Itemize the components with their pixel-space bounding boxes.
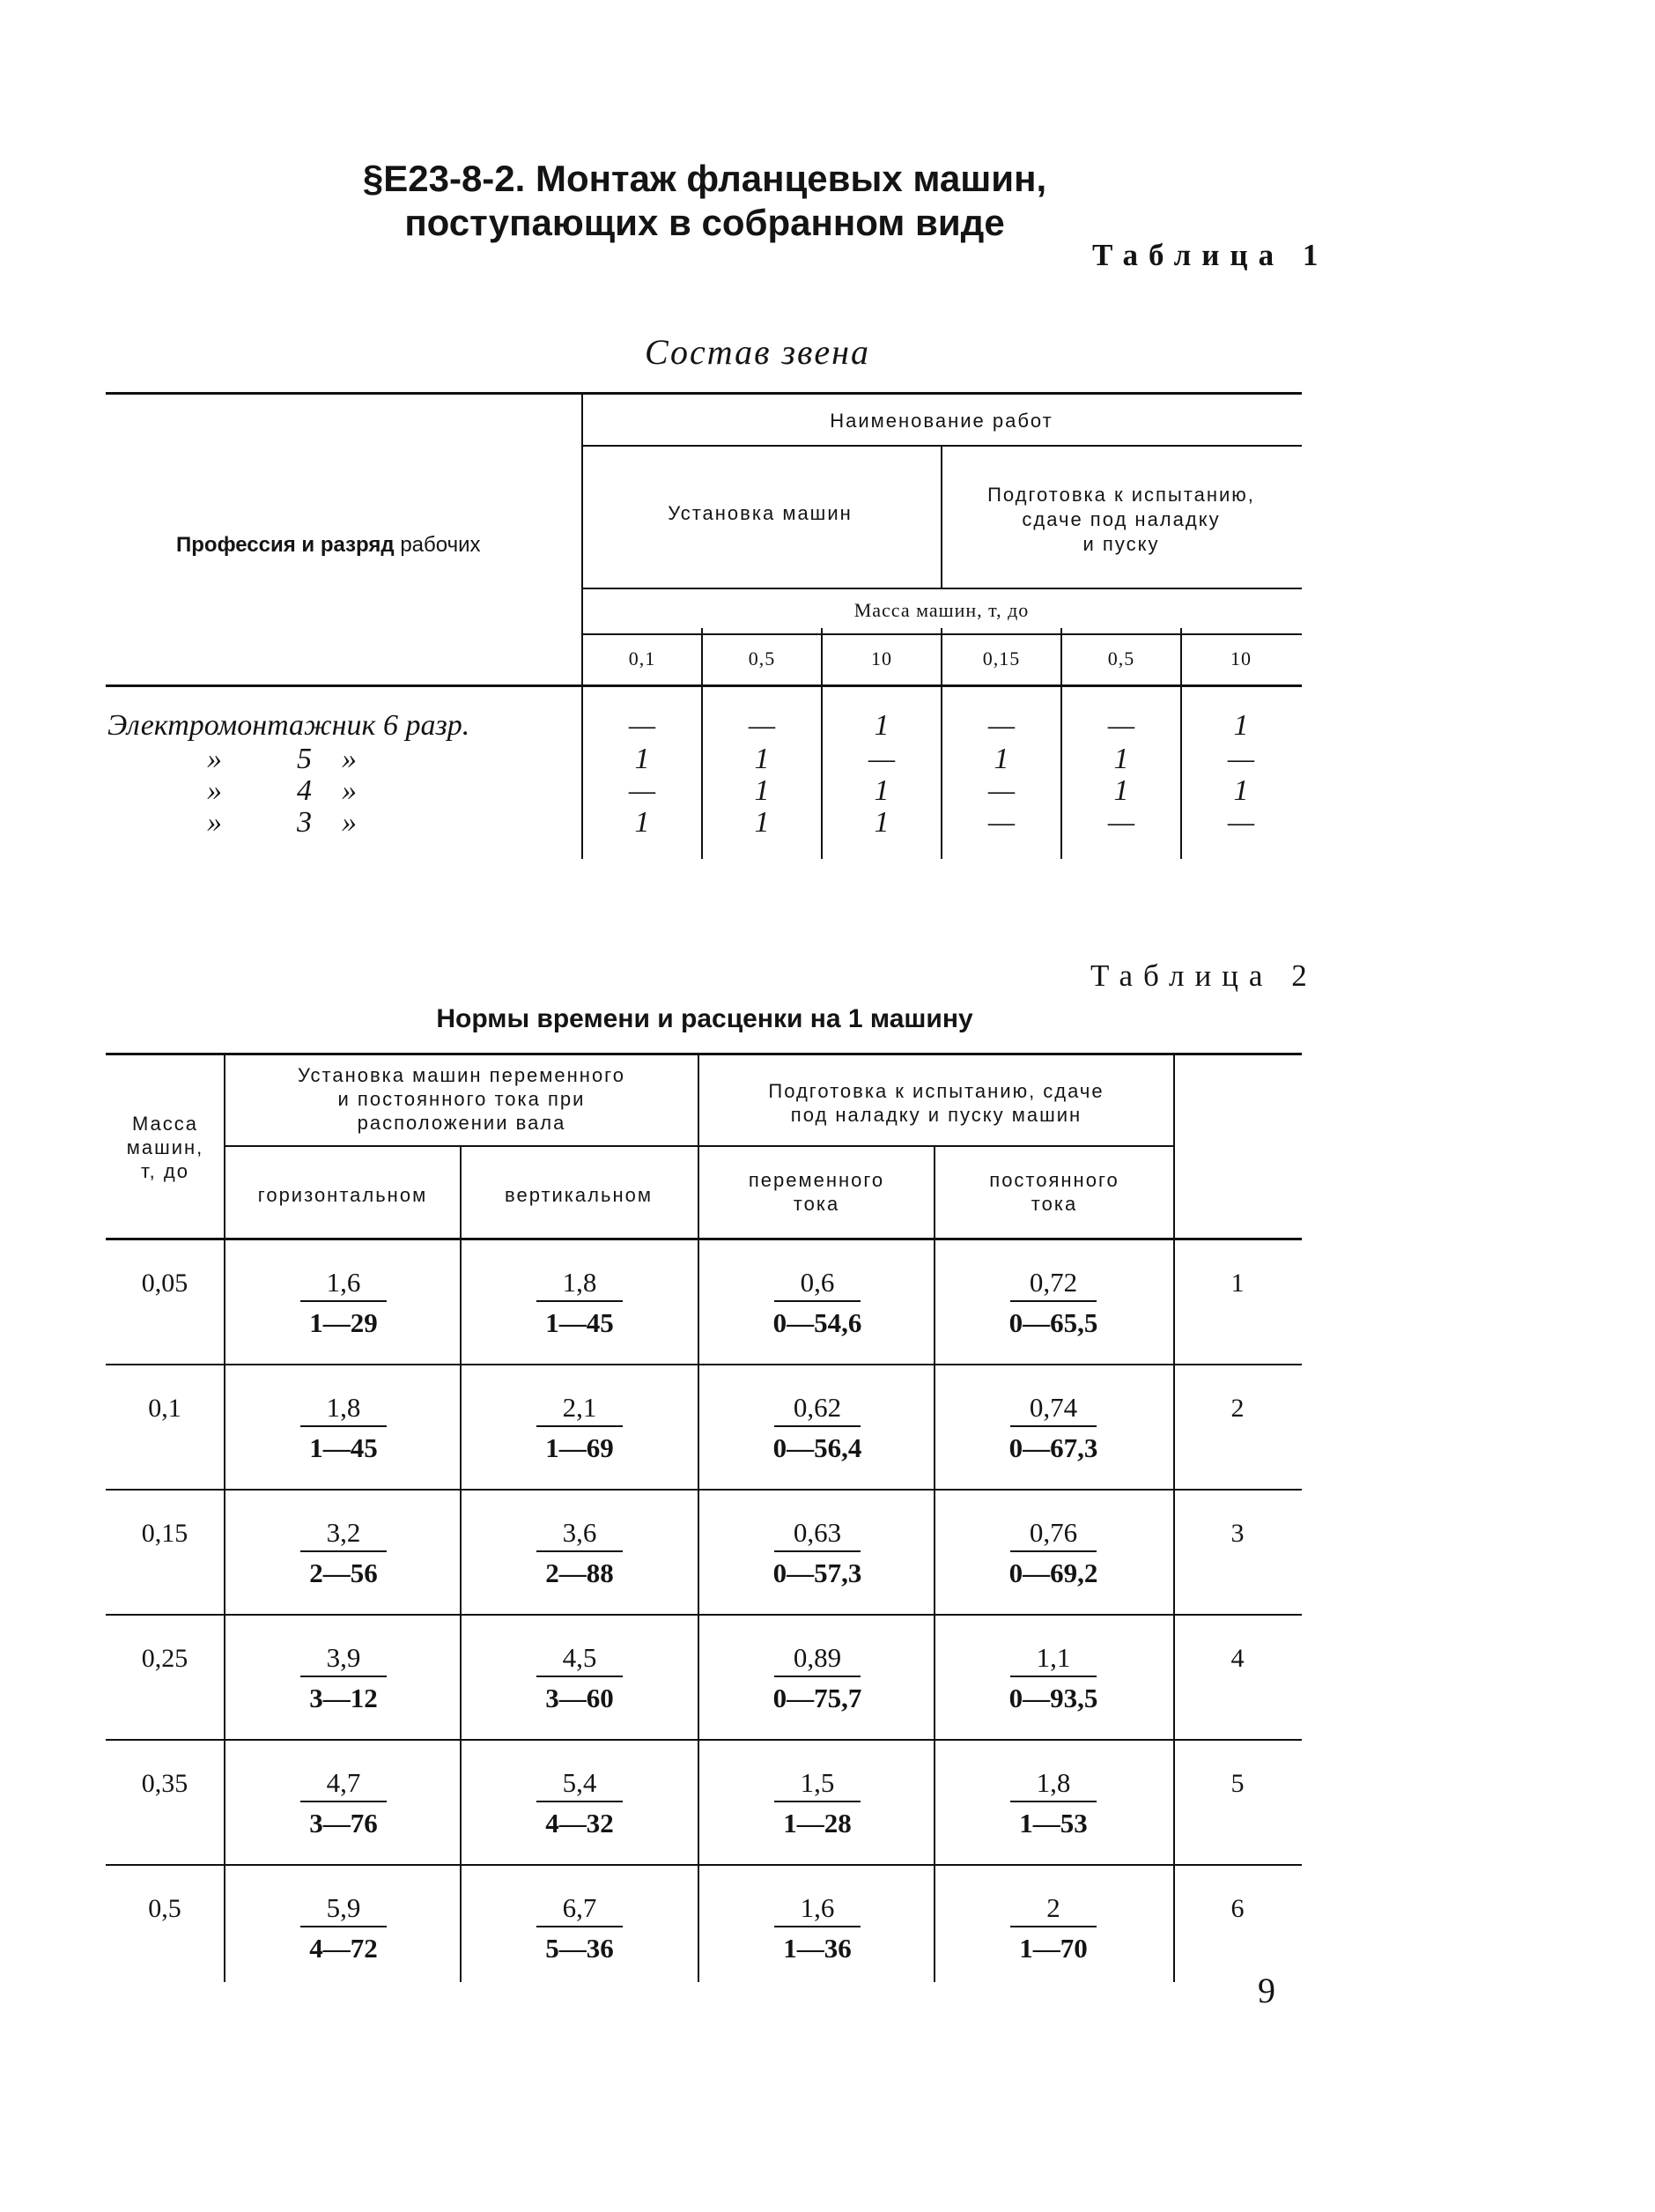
t1-cell: 1	[754, 806, 770, 839]
table2-title: Нормы времени и расценки на 1 машину	[436, 1004, 973, 1033]
t2-cell	[225, 1642, 462, 1714]
t2-sub-ac-l2: тока	[793, 1193, 840, 1215]
t2-cell-price: 0—65,5	[1009, 1307, 1098, 1338]
t2-header-mass-l1: Масса	[131, 1113, 199, 1135]
t2-header-prepare-l2: под наладку и пуску машин	[790, 1104, 1082, 1126]
t1-cell: 1	[874, 709, 890, 742]
t2-cell-time: 1,8	[1010, 1767, 1097, 1802]
t2-cell-price: 2—88	[545, 1557, 614, 1588]
t1-mass-col-3: 0,15	[982, 647, 1021, 670]
t2-cell-time: 1,1	[1010, 1642, 1097, 1677]
t1-cell: —	[868, 743, 896, 775]
t2-sub-vertical: вертикальном	[505, 1184, 653, 1206]
t2-cell-price: 5—36	[545, 1933, 614, 1964]
t2-cell	[225, 1392, 462, 1464]
table1-top-rule	[106, 392, 1302, 395]
t1-cell: 1	[754, 774, 770, 807]
t2-cell-price: 1—53	[1019, 1808, 1088, 1838]
t2-sub-ac	[699, 1168, 934, 1216]
t2-cell-time: 1,6	[774, 1892, 861, 1927]
t2-cell	[462, 1267, 698, 1339]
t2-cell-price: 1—70	[1019, 1933, 1088, 1964]
t2-row-sep	[106, 1614, 1302, 1616]
t2-cell	[935, 1267, 1171, 1339]
section-title-line2: поступающих в собранном виде	[404, 202, 1005, 243]
t2-cell-price: 1—29	[309, 1307, 378, 1338]
t2-vline-4	[1173, 1053, 1175, 1982]
t2-cell	[699, 1767, 935, 1839]
t1-cell: —	[628, 774, 656, 807]
t1-header-prepare	[941, 483, 1302, 557]
t2-cell	[699, 1642, 935, 1714]
t2-cell-time: 0,63	[774, 1517, 861, 1552]
t1-cell: —	[748, 709, 776, 742]
t2-cell-price: 3—76	[309, 1808, 378, 1838]
t1-cell: 1	[1113, 743, 1129, 775]
t1-cell: —	[987, 709, 1016, 742]
t2-header-install-l3: расположении вала	[357, 1112, 566, 1134]
t2-cell-time: 2	[1010, 1892, 1097, 1927]
t2-cell	[935, 1767, 1171, 1839]
t2-cell	[225, 1517, 462, 1589]
t1-cell: —	[987, 806, 1016, 839]
t1-cell: —	[1227, 743, 1255, 775]
t1-cell: 1	[994, 743, 1009, 775]
t1-cell: 1	[1233, 774, 1249, 807]
t2-header-install-l2: и постоянного тока при	[337, 1088, 586, 1110]
t2-cell-price: 1—36	[783, 1933, 852, 1964]
t1-mass-col-1: 0,5	[748, 647, 776, 670]
t1-cell: 1	[634, 743, 650, 775]
t2-header-mass	[106, 1112, 225, 1183]
t2-cell-time: 0,72	[1010, 1267, 1097, 1302]
t1-cell: 1	[1233, 709, 1249, 742]
t2-row-mass: 0,35	[141, 1769, 188, 1798]
t2-cell-price: 1—45	[545, 1307, 614, 1338]
t2-row-mass: 0,1	[148, 1394, 181, 1423]
t1-cell: 1	[874, 774, 890, 807]
t2-row-sep	[106, 1739, 1302, 1741]
t2-cell-time: 3,9	[300, 1642, 387, 1677]
t1-cell: —	[1107, 806, 1135, 839]
t2-cell-time: 4,7	[300, 1767, 387, 1802]
t2-cell-price: 0—54,6	[772, 1307, 862, 1338]
t2-cell-time: 3,2	[300, 1517, 387, 1552]
t2-top-rule	[106, 1053, 1302, 1055]
t2-row-sep	[106, 1489, 1302, 1491]
t2-cell-time: 4,5	[536, 1642, 623, 1677]
t1-mass-col-5: 10	[1230, 647, 1252, 670]
t1-row-3-profession: » 3 »	[207, 806, 357, 839]
t1-cell: —	[987, 774, 1016, 807]
t2-row-number: 3	[1230, 1519, 1245, 1548]
t2-cell-time: 0,76	[1010, 1517, 1097, 1552]
t1-mass-col-2: 10	[871, 647, 892, 670]
t2-header-install	[225, 1063, 698, 1135]
t2-cell-price: 4—32	[545, 1808, 614, 1838]
t2-row-mass: 0,5	[148, 1894, 181, 1923]
t2-row-number: 6	[1230, 1894, 1245, 1923]
t1-header-prepare-l3: и пуску	[1082, 533, 1160, 555]
t2-cell-price: 4—72	[309, 1933, 378, 1964]
t2-rule-header-bottom	[106, 1238, 1302, 1240]
t2-row-number: 2	[1230, 1394, 1245, 1423]
t2-row-sep	[106, 1864, 1302, 1866]
t1-header-install: Установка машин	[668, 502, 853, 524]
t1-rule-mass	[581, 588, 1302, 589]
t2-header-prepare	[699, 1079, 1173, 1127]
t2-cell	[935, 1642, 1171, 1714]
t2-cell-price: 0—69,2	[1009, 1557, 1098, 1588]
t2-cell	[935, 1392, 1171, 1464]
t2-cell	[462, 1642, 698, 1714]
t2-cell	[699, 1267, 935, 1339]
t1-row-0-profession: Электромонтажник 6 разр.	[107, 709, 470, 742]
t2-cell	[699, 1517, 935, 1589]
t2-cell-price: 3—60	[545, 1683, 614, 1713]
t2-cell	[462, 1767, 698, 1839]
t1-header-mass: Масса машин, т, до	[853, 599, 1030, 621]
t2-cell-time: 1,8	[300, 1392, 387, 1427]
t2-cell	[699, 1892, 935, 1964]
t2-cell-time: 6,7	[536, 1892, 623, 1927]
t2-cell-price: 0—75,7	[772, 1683, 862, 1713]
t1-cell: —	[628, 709, 656, 742]
t2-cell	[225, 1892, 462, 1964]
t2-sub-dc-l1: постоянного	[989, 1169, 1119, 1191]
t1-header-prepare-l2: сдаче под наладку	[1022, 508, 1221, 530]
t2-cell-time: 5,9	[300, 1892, 387, 1927]
t2-header-mass-l3: т, до	[141, 1160, 189, 1182]
t2-cell-price: 0—93,5	[1009, 1683, 1098, 1713]
t1-rule-header-bottom	[106, 684, 1302, 687]
t2-cell	[935, 1517, 1171, 1589]
t2-cell-time: 2,1	[536, 1392, 623, 1427]
t2-rule-sub	[225, 1145, 1173, 1147]
t2-row-sep	[106, 1364, 1302, 1365]
t1-header-profession: Профессия и разряд рабочих	[176, 533, 481, 557]
t1-cell: 1	[1113, 774, 1129, 807]
t2-row-mass: 0,25	[141, 1644, 188, 1673]
t2-cell-time: 0,89	[774, 1642, 861, 1677]
section-title-line1: §Е23-8-2. Монтаж фланцевых машин,	[362, 158, 1047, 199]
t2-row-number: 5	[1230, 1769, 1245, 1798]
t2-cell	[935, 1892, 1171, 1964]
t2-row-mass: 0,05	[141, 1269, 188, 1298]
t1-mass-col-0: 0,1	[628, 647, 656, 670]
t1-cell: 1	[874, 806, 890, 839]
t2-cell-price: 0—67,3	[1009, 1432, 1098, 1463]
t2-cell	[462, 1517, 698, 1589]
t1-mass-col-4: 0,5	[1107, 647, 1135, 670]
table1-caption: Состав звена	[644, 332, 870, 372]
t2-cell	[225, 1267, 462, 1339]
t2-cell	[462, 1892, 698, 1964]
t2-cell-price: 0—56,4	[772, 1432, 862, 1463]
t2-cell-price: 1—45	[309, 1432, 378, 1463]
page-number: 9	[1258, 1971, 1275, 2010]
t2-cell-price: 0—57,3	[772, 1557, 862, 1588]
t2-header-install-l1: Установка машин переменного	[298, 1064, 625, 1086]
t2-header-mass-l2: машин,	[126, 1136, 204, 1158]
table1-label: Таблица 1	[1092, 238, 1329, 272]
t2-row-number: 1	[1230, 1269, 1245, 1298]
t2-cell	[462, 1392, 698, 1464]
t1-header-prepare-l1: Подготовка к испытанию,	[987, 484, 1255, 506]
t1-cell: —	[1227, 806, 1255, 839]
table2-label: Таблица 2	[1090, 958, 1318, 993]
t1-vline-mid	[941, 445, 942, 588]
t2-row-mass: 0,15	[141, 1519, 188, 1548]
t2-cell	[699, 1392, 935, 1464]
t2-cell-time: 1,8	[536, 1267, 623, 1302]
t1-cell: 1	[634, 806, 650, 839]
t2-cell	[225, 1767, 462, 1839]
t2-header-prepare-l1: Подготовка к испытанию, сдаче	[768, 1080, 1105, 1102]
t2-cell-time: 3,6	[536, 1517, 623, 1552]
t1-cell: 1	[754, 743, 770, 775]
t2-row-number: 4	[1230, 1644, 1245, 1673]
t2-cell-time: 1,6	[300, 1267, 387, 1302]
t2-sub-ac-l1: переменного	[748, 1169, 885, 1191]
t1-row-2-profession: » 4 »	[207, 774, 357, 807]
t1-header-works: Наименование работ	[830, 410, 1053, 432]
t2-cell-time: 0,6	[774, 1267, 861, 1302]
t2-cell-price: 1—28	[783, 1808, 852, 1838]
t1-cell: —	[1107, 709, 1135, 742]
t2-cell-time: 5,4	[536, 1767, 623, 1802]
t2-cell-price: 1—69	[545, 1432, 614, 1463]
t2-cell-time: 0,74	[1010, 1392, 1097, 1427]
t2-sub-dc	[935, 1168, 1173, 1216]
t2-cell-price: 3—12	[309, 1683, 378, 1713]
t2-cell-price: 2—56	[309, 1557, 378, 1588]
t1-row-1-profession: » 5 »	[207, 743, 357, 775]
t2-sub-dc-l2: тока	[1031, 1193, 1078, 1215]
t2-cell-time: 1,5	[774, 1767, 861, 1802]
t2-cell-time: 0,62	[774, 1392, 861, 1427]
t2-sub-horizontal: горизонтальном	[257, 1184, 428, 1206]
